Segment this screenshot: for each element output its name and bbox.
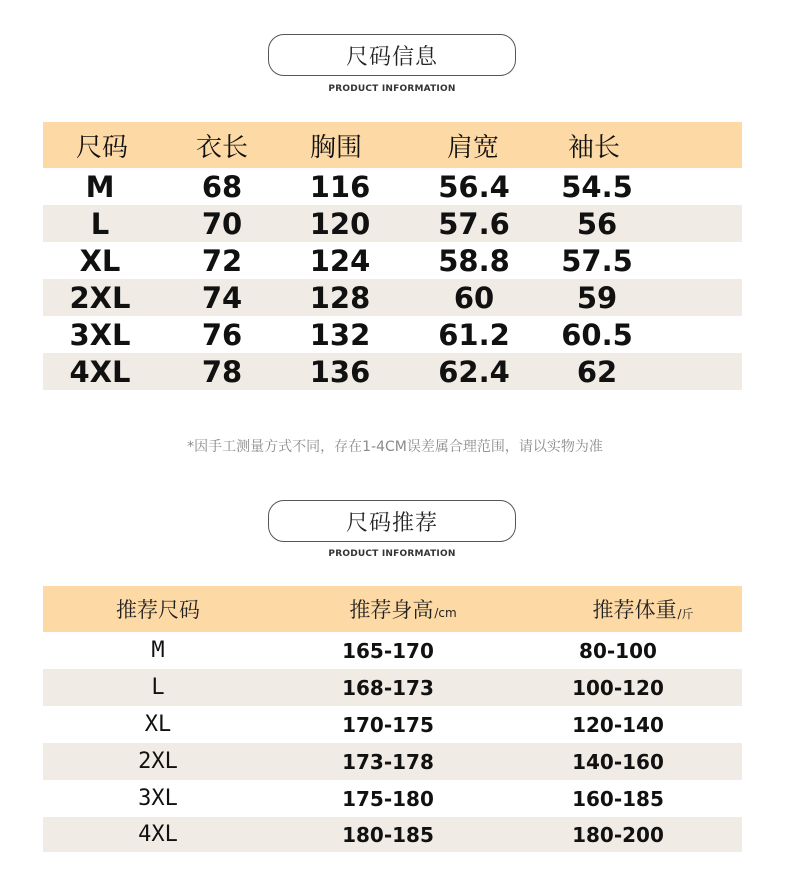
- table-row: [43, 632, 742, 669]
- size-cell: 2XL: [69, 280, 131, 315]
- weight-cell: 180-200: [572, 822, 664, 847]
- weight-cell: 120-140: [572, 712, 664, 737]
- size-cell: 4XL: [69, 354, 131, 389]
- weight-cell: 140-160: [572, 749, 664, 774]
- length-cell: 68: [201, 169, 243, 204]
- sleeve-cell: 56: [576, 206, 618, 241]
- size-cell: M: [85, 169, 115, 204]
- length-cell: 70: [201, 206, 243, 241]
- chest-cell: 120: [309, 206, 371, 241]
- weight-cell: 80-100: [579, 638, 657, 663]
- header-label: 推荐身高: [349, 598, 434, 622]
- shoulder-cell: 62.4: [438, 354, 510, 389]
- length-cell: 72: [201, 243, 243, 278]
- shoulder-cell: 61.2: [438, 317, 510, 352]
- shoulder-cell: 56.4: [438, 169, 510, 204]
- height-cell: 175-180: [342, 786, 434, 811]
- header-unit: /斤: [677, 606, 694, 621]
- shoulder-cell: 60: [453, 280, 495, 315]
- table-row: [43, 279, 742, 316]
- size-info-subtitle: PRODUCT INFORMATION: [328, 84, 456, 94]
- table-row: [43, 205, 742, 242]
- chest-cell: 132: [309, 317, 371, 352]
- length-cell: 74: [201, 280, 243, 315]
- size-cell: XL: [79, 243, 121, 278]
- size-info-header-row: [43, 122, 742, 168]
- size-info-title-box: [268, 34, 516, 76]
- size-cell: M: [151, 638, 165, 663]
- size-cell: L: [151, 675, 165, 700]
- measurement-note: *因手工测量方式不同，存在1-4CM误差属合理范围，请以实物为准: [187, 439, 603, 455]
- header-cell: 肩宽: [446, 132, 499, 163]
- shoulder-cell: 57.6: [438, 206, 510, 241]
- size-recommend-title-box: [268, 500, 516, 542]
- size-cell: L: [90, 206, 110, 241]
- size-recommend-header-row: [43, 586, 742, 632]
- height-cell: 173-178: [342, 749, 434, 774]
- sleeve-cell: 62: [576, 354, 618, 389]
- shoulder-cell: 58.8: [438, 243, 510, 278]
- chest-cell: 136: [309, 354, 371, 389]
- header-cell: [563, 586, 723, 632]
- height-cell: 170-175: [342, 712, 434, 737]
- header-unit: /cm: [434, 606, 457, 620]
- header-label: 推荐体重: [592, 598, 677, 622]
- height-cell: 168-173: [342, 675, 434, 700]
- table-row: [43, 669, 742, 706]
- size-recommend-title: 尺码推荐: [345, 510, 438, 536]
- chest-cell: 116: [309, 169, 371, 204]
- height-cell: 165-170: [342, 638, 434, 663]
- size-cell: 3XL: [138, 786, 178, 811]
- table-row: [43, 706, 742, 743]
- table-row: [43, 780, 742, 817]
- header-label: 推荐尺码: [116, 598, 200, 622]
- table-row: [43, 353, 742, 390]
- weight-cell: 100-120: [572, 675, 664, 700]
- size-cell: 3XL: [69, 317, 131, 352]
- weight-cell: 160-185: [572, 786, 664, 811]
- size-recommend-subtitle: PRODUCT INFORMATION: [328, 549, 456, 559]
- chest-cell: 128: [309, 280, 371, 315]
- header-cell: 袖长: [567, 132, 620, 163]
- sleeve-cell: 59: [576, 280, 618, 315]
- header-cell: [323, 586, 483, 632]
- header-cell: 尺码: [75, 132, 128, 163]
- header-cell: 衣长: [195, 132, 248, 163]
- chest-cell: 124: [309, 243, 371, 278]
- table-row: [43, 316, 742, 353]
- sleeve-cell: 60.5: [561, 317, 633, 352]
- size-cell: 2XL: [138, 749, 178, 774]
- size-info-title: 尺码信息: [345, 44, 438, 70]
- header-cell: [93, 586, 223, 632]
- length-cell: 78: [201, 354, 243, 389]
- table-row: [43, 242, 742, 279]
- sleeve-cell: 57.5: [561, 243, 633, 278]
- table-row: [43, 743, 742, 780]
- height-cell: 180-185: [342, 822, 434, 847]
- size-cell: XL: [144, 712, 172, 737]
- sleeve-cell: 54.5: [561, 169, 633, 204]
- size-cell: 4XL: [138, 822, 178, 847]
- table-row: [43, 817, 742, 852]
- table-row: [43, 168, 742, 205]
- length-cell: 76: [201, 317, 243, 352]
- header-cell: 胸围: [309, 132, 362, 163]
